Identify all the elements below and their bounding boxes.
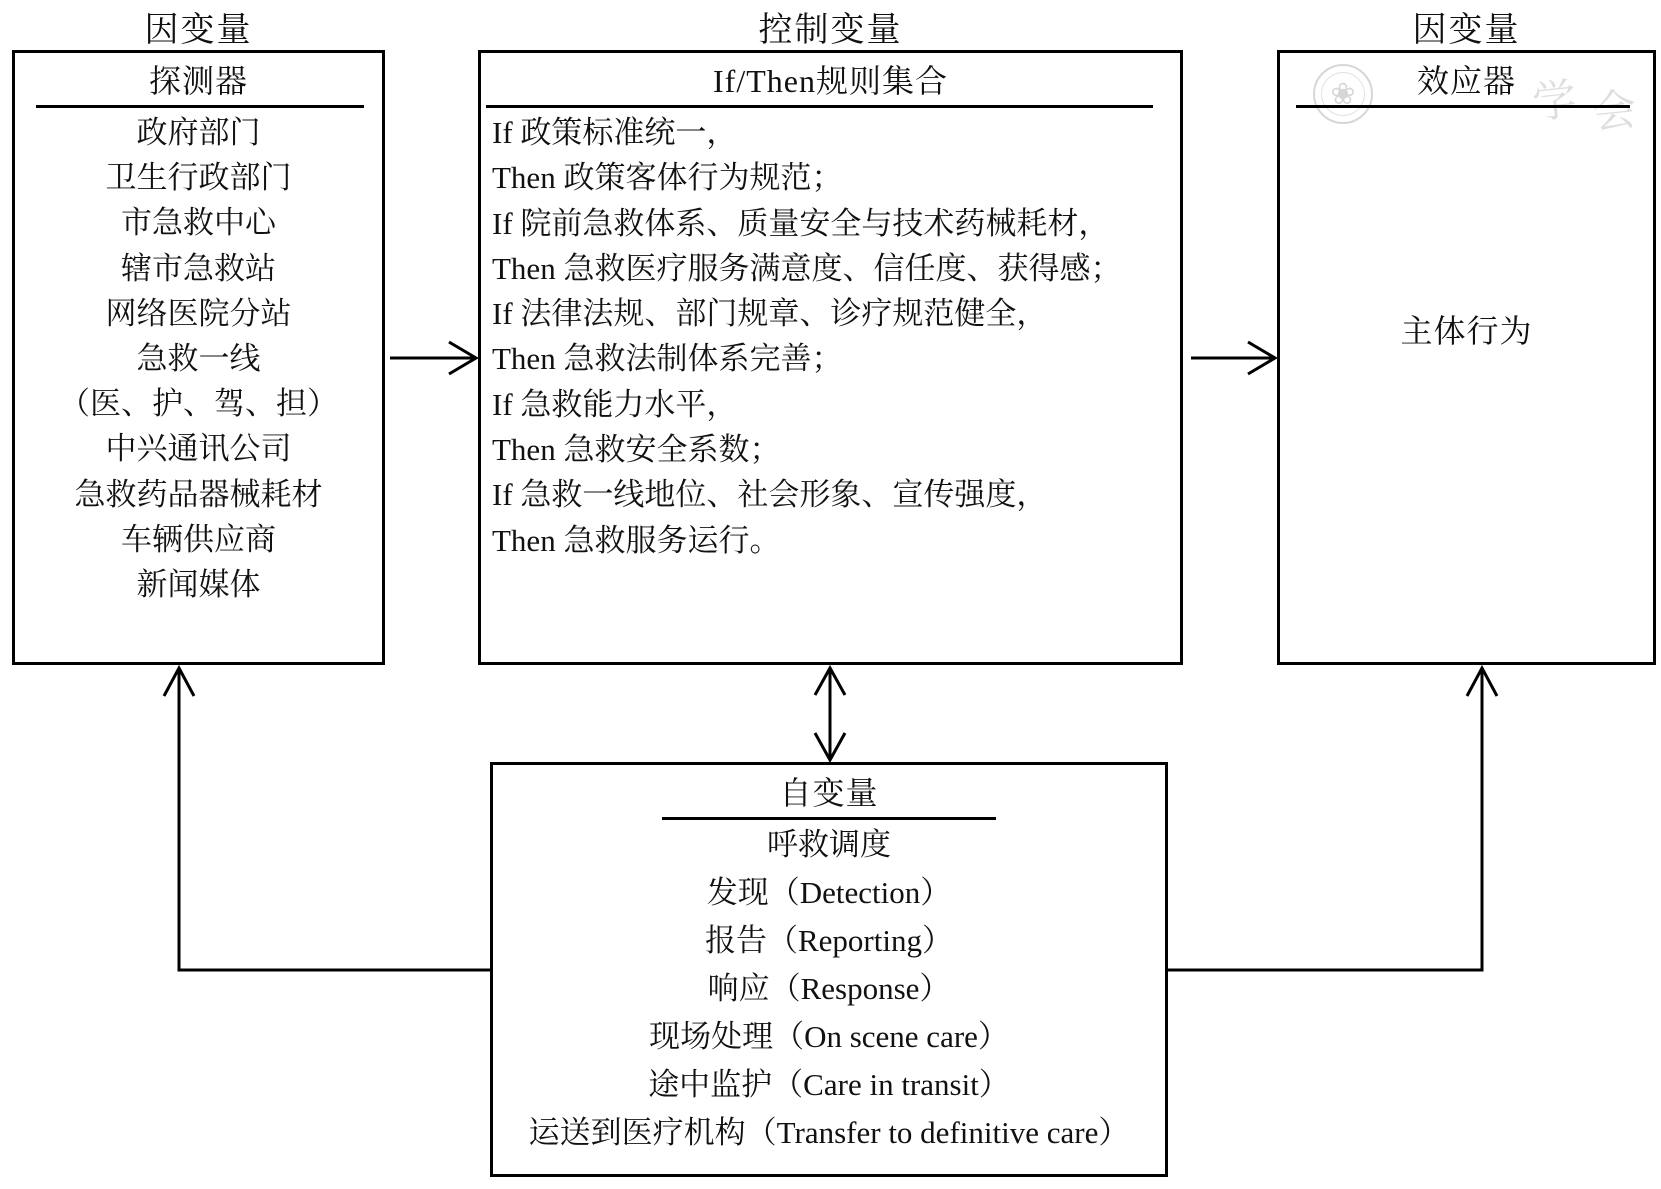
- rule-line: Then 急救医疗服务满意度、信任度、获得感；: [492, 250, 1122, 286]
- detector-item: 辖市急救站: [121, 250, 276, 286]
- column-label-dependent-left: 因变量: [144, 11, 253, 49]
- column-label-control: 控制变量: [758, 11, 903, 49]
- detector-title-underline: [36, 105, 364, 108]
- column-label-dependent-right: 因变量: [1412, 11, 1521, 49]
- arrow-detector-to-rules: [390, 342, 476, 374]
- rule-line: If 法律法规、部门规章、诊疗规范健全，: [492, 296, 1048, 332]
- detector-item: 卫生行政部门: [105, 160, 292, 196]
- arrow-rules-to-effector: [1191, 342, 1275, 374]
- journal-watermark-glyph: 会: [1590, 84, 1639, 139]
- journal-watermark-glyph: 学: [1530, 74, 1579, 129]
- independent-title-underline: [662, 817, 996, 820]
- ems-step: 报告（Reporting）: [705, 923, 953, 958]
- effector-content: 主体行为: [1400, 313, 1533, 349]
- independent-variable-box: [490, 762, 1168, 1177]
- detector-item: 网络医院分站: [105, 295, 292, 331]
- detector-item: 新闻媒体: [136, 567, 261, 603]
- journal-watermark-seal-icon: ❀: [1313, 64, 1373, 124]
- rule-line: Then 政策客体行为规范；: [492, 160, 843, 196]
- rule-line: If 急救能力水平，: [492, 386, 738, 422]
- detector-box-title: 探测器: [148, 63, 248, 99]
- ems-step: 呼救调度: [767, 827, 891, 862]
- ems-step: 响应（Response）: [707, 971, 951, 1006]
- effector-box: [1277, 50, 1656, 665]
- ems-step: 现场处理（On scene care）: [649, 1019, 1009, 1054]
- ifthen-rules-box: [478, 50, 1183, 665]
- detector-item: 中兴通讯公司: [105, 431, 292, 467]
- independent-box-title: 自变量: [779, 775, 879, 811]
- ems-step: 运送到医疗机构（Transfer to definitive care）: [528, 1115, 1130, 1150]
- detector-box: [12, 50, 385, 665]
- ifthen-rules-box-title: If/Then规则集合: [713, 63, 948, 99]
- rule-line: If 急救一线地位、社会形象、宣传强度，: [492, 477, 1048, 513]
- detector-item: 车辆供应商: [121, 521, 276, 557]
- detector-item: （医、护、驾、担）: [59, 386, 338, 422]
- detector-item: 政府部门: [136, 115, 261, 150]
- rule-line: Then 急救服务运行。: [492, 522, 781, 558]
- rule-line: If 院前急救体系、质量安全与技术药械耗材，: [492, 205, 1110, 241]
- feedback-line-independent-to-detector: [164, 668, 490, 970]
- detector-item: 急救一线: [136, 341, 261, 377]
- rule-line: If 政策标准统一，: [492, 115, 738, 150]
- ems-step: 发现（Detection）: [706, 875, 952, 910]
- detector-item: 市急救中心: [121, 205, 276, 241]
- ifthen-title-underline: [486, 105, 1153, 108]
- feedback-line-independent-to-effector: [1168, 668, 1497, 970]
- arrow-rules-independent-bidirectional: [815, 668, 845, 760]
- rule-line: Then 急救安全系数；: [492, 432, 781, 468]
- ems-step: 途中监护（Care in transit）: [648, 1067, 1010, 1102]
- rule-line: Then 急救法制体系完善；: [492, 341, 843, 377]
- detector-item: 急救药品器械耗材: [74, 476, 323, 512]
- effector-box-title: 效应器: [1416, 63, 1516, 99]
